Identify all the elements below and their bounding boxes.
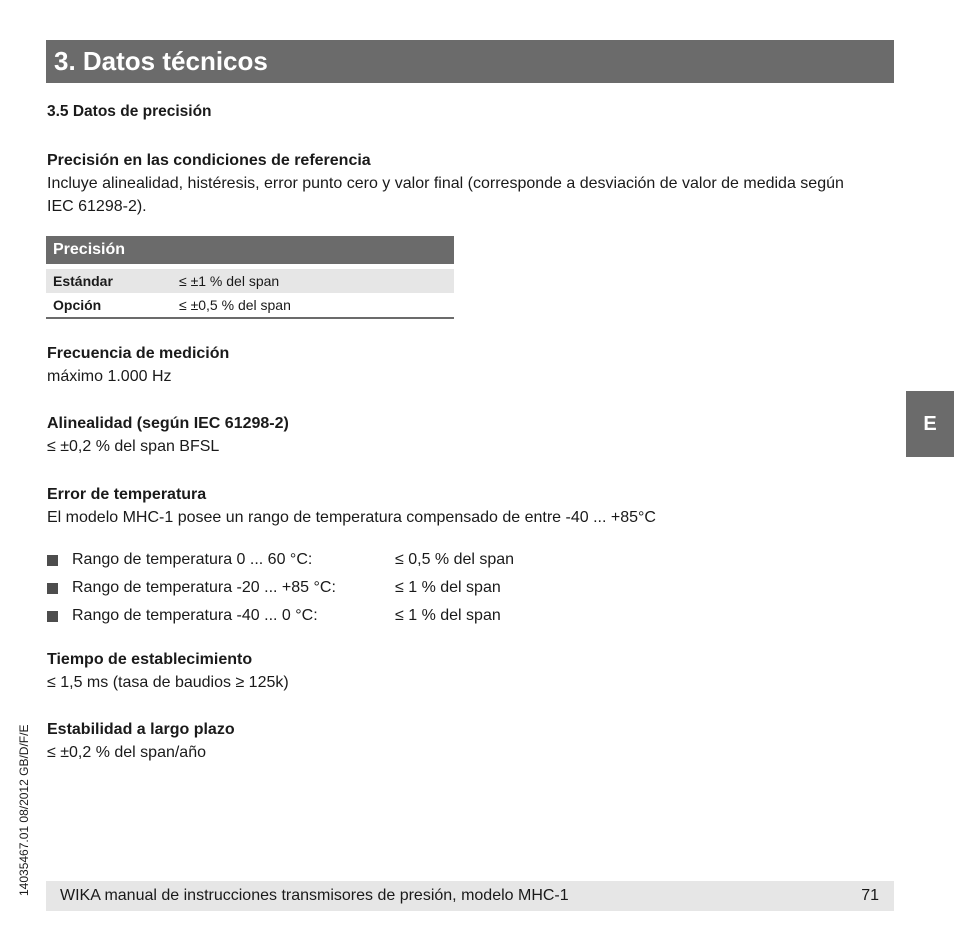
nonlinearity-text: ≤ ±0,2 % del span BFSL — [47, 438, 220, 455]
row-label: Estándar — [53, 273, 113, 289]
table-bottom-rule — [46, 317, 454, 319]
frequency-title: Frecuencia de medición — [47, 345, 230, 362]
stability-text: ≤ ±0,2 % del span/año — [47, 744, 206, 761]
bullet-square-icon — [47, 583, 58, 594]
language-tab: E — [906, 391, 954, 457]
precision-table — [46, 236, 454, 319]
table-row — [46, 293, 454, 317]
row-label: Opción — [53, 297, 102, 313]
chapter-title: 3. Datos técnicos — [54, 46, 268, 76]
temperature-range-list — [47, 546, 514, 630]
settling-text: ≤ 1,5 ms (tasa de baudios ≥ 125k) — [47, 674, 289, 691]
reference-title: Precisión en las condiciones de referencia — [47, 152, 371, 169]
range-value: ≤ 1 % del span — [395, 579, 501, 596]
range-label: Rango de temperatura -40 ... 0 °C: — [72, 607, 318, 624]
section-title: 3.5 Datos de precisión — [47, 103, 212, 120]
precision-table-header: Precisión — [46, 236, 454, 264]
temperature-error-title: Error de temperatura — [47, 486, 207, 503]
range-value: ≤ 1 % del span — [395, 607, 501, 624]
frequency-text: máximo 1.000 Hz — [47, 368, 172, 385]
settling-title: Tiempo de establecimiento — [47, 651, 253, 668]
footer-text: WIKA manual de instrucciones transmisores de presión, modelo MHC-1 — [60, 887, 569, 904]
row-value: ≤ ±0,5 % del span — [179, 297, 291, 313]
bullet-square-icon — [47, 555, 58, 566]
range-label: Rango de temperatura -20 ... +85 °C: — [72, 579, 336, 596]
document-code: 14035467.01 08/2012 GB/D/F/E — [17, 724, 31, 896]
bullet-square-icon — [47, 611, 58, 622]
list-item — [47, 602, 514, 630]
stability-title: Estabilidad a largo plazo — [47, 721, 235, 738]
range-value: ≤ 0,5 % del span — [395, 551, 515, 568]
table-row — [46, 269, 454, 293]
nonlinearity-title: Alinealidad (según IEC 61298-2) — [47, 415, 289, 432]
reference-text: Incluye alinealidad, histéresis, error punto cero y valor final (corresponde a desviación de valor de medida según IEC 61298-2). — [47, 175, 844, 215]
page-number: 71 — [861, 887, 879, 904]
list-item — [47, 546, 514, 574]
page-footer — [46, 881, 894, 911]
row-value: ≤ ±1 % del span — [179, 273, 280, 289]
chapter-header — [46, 40, 894, 83]
range-label: Rango de temperatura 0 ... 60 °C: — [72, 551, 313, 568]
list-item — [47, 574, 514, 602]
temperature-error-text: El modelo MHC-1 posee un rango de temperatura compensado de entre -40 ... +85°C — [47, 509, 656, 526]
